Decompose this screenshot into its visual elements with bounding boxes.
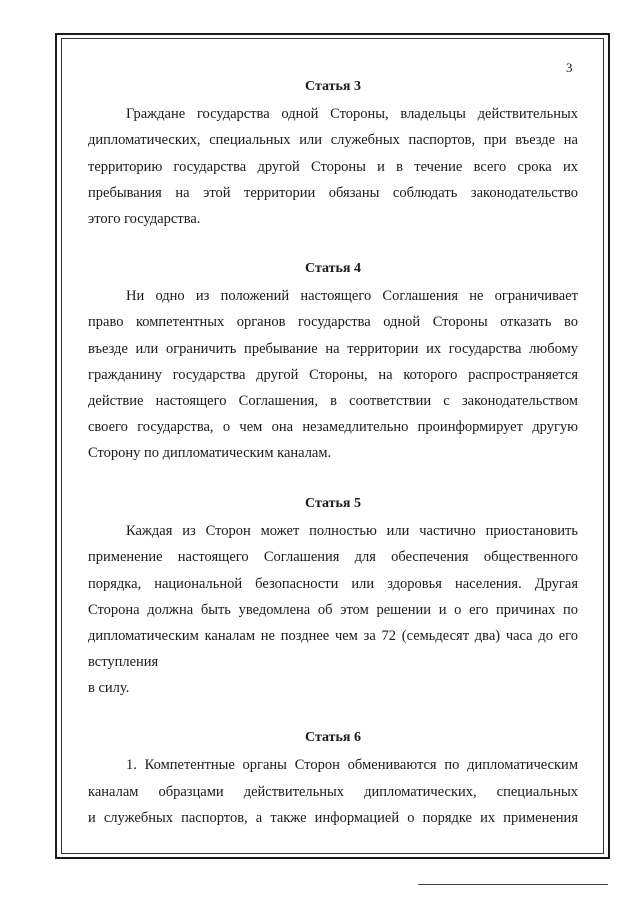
article-4-line: гражданину государства другой Стороны, на которого распространяется xyxy=(88,367,578,383)
article-3-line: этого государства. xyxy=(88,211,201,227)
article-3-line: дипломатических, специальных или служебных паспортов, при въезде на xyxy=(88,132,578,148)
article-5-heading: Статья 5 xyxy=(305,496,361,511)
page-number: 3 xyxy=(566,60,573,75)
article-6-line: каналам образцами действительных дипломатических, специальных xyxy=(88,784,578,800)
article-4-line: действие настоящего Соглашения, в соответствии с законодательством xyxy=(88,393,578,409)
article-3-heading: Статья 3 xyxy=(305,79,361,94)
article-4-heading: Статья 4 xyxy=(305,261,361,276)
article-5-line: Сторона должна быть уведомлена об этом решении и о его причинах по xyxy=(88,602,578,618)
article-3-line: территорию государства другой Стороны и в течение всего срока их xyxy=(88,159,578,175)
article-4-line: право компетентных органов государства одной Стороны отказать во xyxy=(88,314,578,330)
article-4-line: своего государства, о чем она незамедлительно проинформирует другую xyxy=(88,419,578,435)
bottom-rule xyxy=(418,884,608,885)
article-5-line: вступления xyxy=(88,654,159,670)
article-5-line: дипломатическим каналам не позднее чем за 72 (семьдесят два) часа до его xyxy=(88,628,578,644)
article-6-line: 1. Компетентные органы Сторон обмениваются по дипломатическим xyxy=(126,757,578,773)
article-3-line: Граждане государства одной Стороны, владельцы действительных xyxy=(126,106,578,122)
article-5-line: порядка, национальной безопасности или здоровья населения. Другая xyxy=(88,576,578,592)
article-4-line: Ни одно из положений настоящего Соглашения не ограничивает xyxy=(126,288,578,304)
article-5-line: в силу. xyxy=(88,680,130,696)
article-6-heading: Статья 6 xyxy=(305,730,361,745)
article-6-line: и служебных паспортов, а также информацией о порядке их применения xyxy=(88,810,578,826)
article-5-line: Каждая из Сторон может полностью или частично приостановить xyxy=(126,523,578,539)
article-4-line: Сторону по дипломатическим каналам. xyxy=(88,445,332,461)
article-3-line: пребывания на этой территории обязаны соблюдать законодательство xyxy=(88,185,578,201)
article-5-line: применение настоящего Соглашения для обеспечения общественного xyxy=(88,549,578,565)
article-4-line: въезде или ограничить пребывание на территории их государства любому xyxy=(88,341,578,357)
